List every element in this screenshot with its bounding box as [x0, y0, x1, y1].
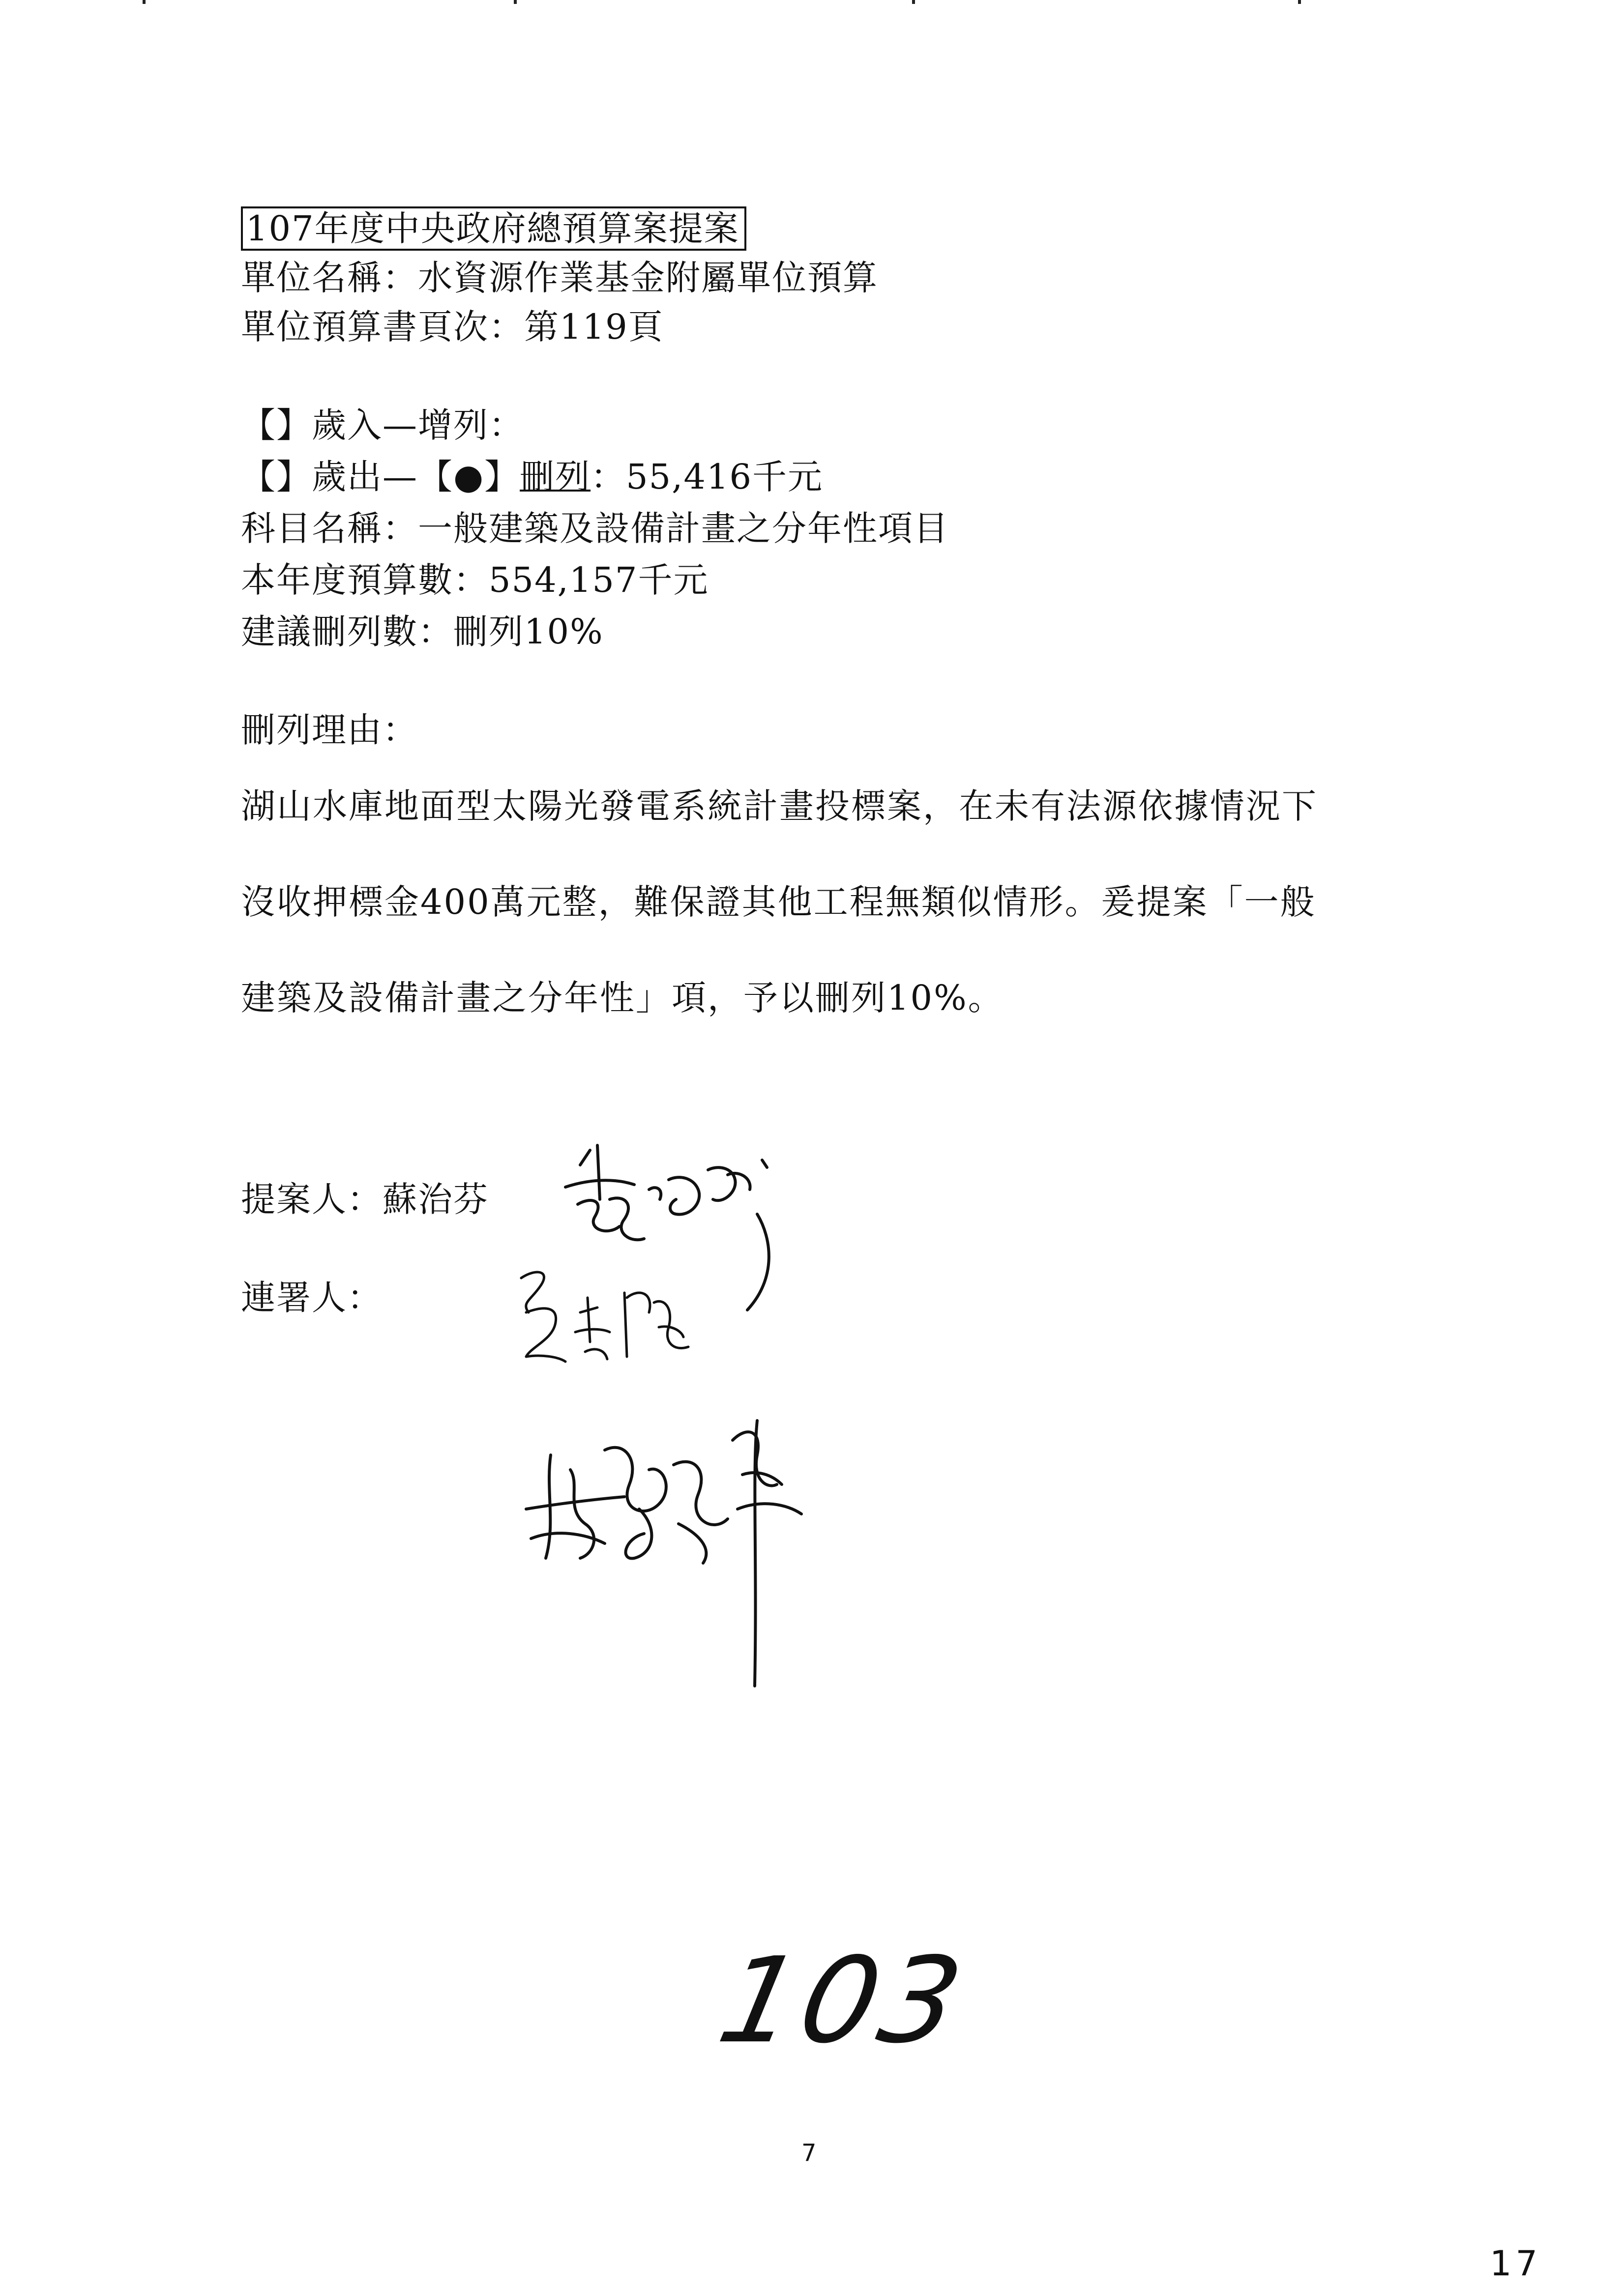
- reason-line-2: 沒收押標金400萬元整，難保證其他工程無類似情形。爰提案「一般: [241, 882, 1316, 922]
- expenditure-line: [241, 455, 823, 499]
- budget-amount: 本年度預算數：554,157千元: [241, 560, 709, 600]
- expenditure-action: 刪列: [520, 457, 591, 497]
- page-number: 7: [801, 2139, 817, 2167]
- proposal-title: [241, 206, 746, 251]
- cosigner-signature-1: [511, 1258, 718, 1386]
- revenue-line: 【】歲入—增列：: [241, 405, 524, 445]
- cosigner-label: 連署人：: [241, 1278, 383, 1318]
- corner-number: 17: [1490, 2243, 1542, 2284]
- reason-line-1: 湖山水庫地面型太陽光發電系統計畫投標案，在未有法源依據情況下: [241, 786, 1318, 826]
- reason-line-3: 建築及設備計畫之分年性」項，予以刪列10%。: [241, 978, 1004, 1018]
- budget-page-ref: 單位預算書頁次：第119頁: [241, 307, 664, 347]
- account-name: 科目名稱：一般建築及設備計畫之分年性項目: [241, 508, 949, 549]
- expenditure-amount: ：55,416千元: [591, 457, 824, 497]
- expenditure-prefix: 【】歲出—【●】: [241, 457, 520, 497]
- proposed-cut: 建議刪列數：刪列10%: [241, 611, 604, 652]
- scan-edge-marks: [0, 0, 1624, 10]
- proposer-label: 提案人：蘇治芬: [241, 1179, 489, 1220]
- reason-heading: 刪列理由：: [241, 710, 418, 750]
- handwritten-number: 103: [708, 1932, 977, 2069]
- proposal-title-text: 107年度中央政府總預算案提案: [241, 206, 746, 251]
- unit-name: 單位名稱：水資源作業基金附屬單位預算: [241, 258, 878, 298]
- cosigner-signature-2: [516, 1411, 831, 1706]
